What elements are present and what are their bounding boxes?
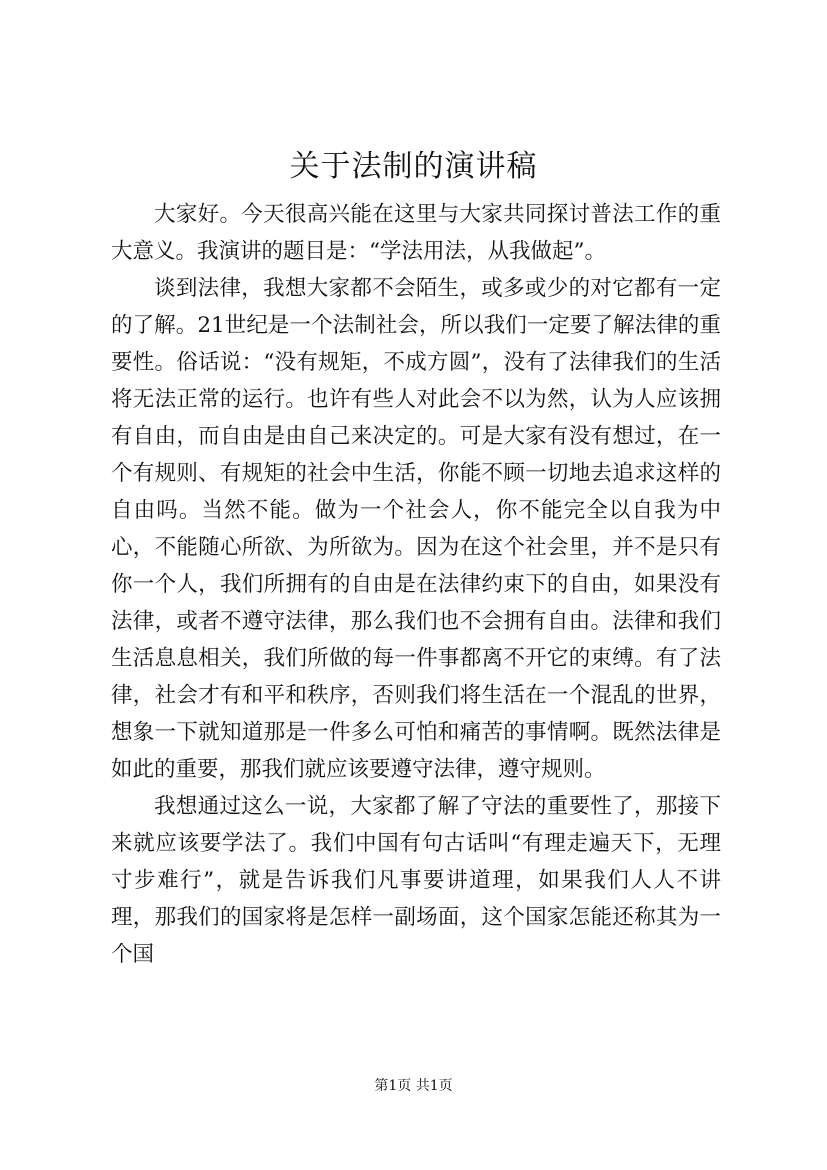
page-footer: 第1页 共1页 bbox=[374, 1078, 453, 1094]
paragraph-2: 谈到法律，我想大家都不会陌生，或多或少的对它都有一定的了解。21世纪是一个法制社会，所以我们一定要了解法律的重要性。俗话说：“没有规矩，不成方圆”，没有了法律我们的生活将无法正常的运行。也许有些人对此会不以为然，认为人应该拥有自由，而自由是由自己来决定的。可是大家有没有想过，在一个有规则、有规矩的社会中生活，你能不顾一切地去追求这样的自由吗。当然不能。做为一个社会人，你不能完全以自我为中心，不能随心所欲、为所欲为。因为在这个社会里，并不是只有你一个人，我们所拥有的自由是在法律约束下的自由，如果没有法律，或者不遵守法律，那么我们也不会拥有自由。法律和我们生活息息相关，我们所做的每一件事都离不开它的束缚。有了法律，社会才有和平和秩序，否则我们将生活在一个混乱的世界，想象一下就知道那是一件多么可怕和痛苦的事情啊。既然法律是如此的重要，那我们就应该要遵守法律，遵守规则。 bbox=[111, 276, 721, 782]
paragraph-3: 我想通过这么一说，大家都了解了守法的重要性了，那接下来就应该要学法了。我们中国有句古话叫“有理走遍天下，无理寸步难行”，就是告诉我们凡事要讲道理，如果我们人人不讲理，那我们的国家将是怎样一副场面，这个国家怎能还称其为一个国 bbox=[111, 794, 721, 967]
document-title: 关于法制的演讲稿 bbox=[289, 149, 538, 184]
document-body bbox=[111, 196, 721, 973]
paragraph-1: 大家好。今天很高兴能在这里与大家共同探讨普法工作的重大意义。我演讲的题目是：“学法用法，从我做起”。 bbox=[111, 202, 721, 264]
